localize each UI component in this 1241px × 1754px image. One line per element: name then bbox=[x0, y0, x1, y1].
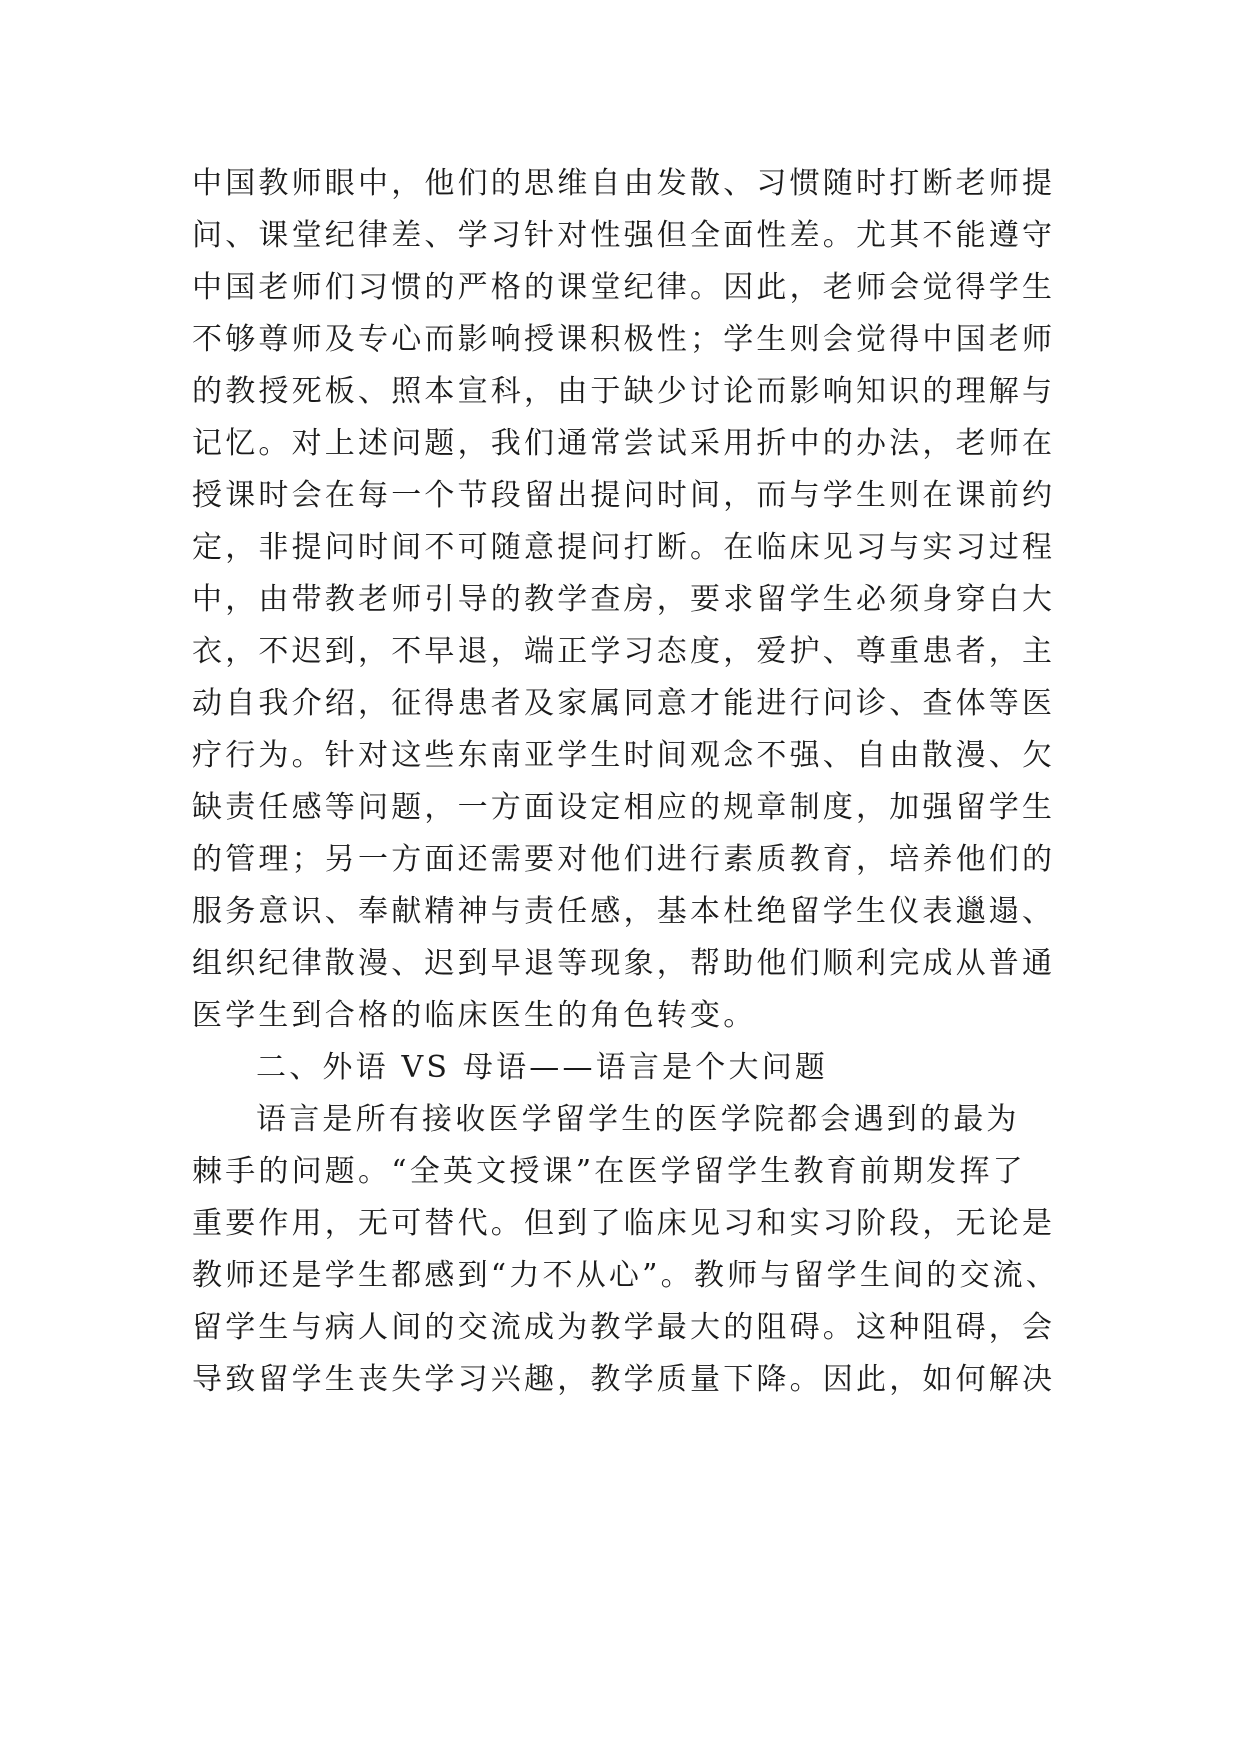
text-line: 问、课堂纪律差、学习针对性强但全面性差。尤其不能遵守 bbox=[192, 218, 1056, 253]
text-line: 医学生到合格的临床医生的角色转变。 bbox=[192, 998, 757, 1033]
text-line: 不够尊师及专心而影响授课积极性；学生则会觉得中国老师 bbox=[192, 322, 1056, 357]
text-line: 的管理；另一方面还需要对他们进行素质教育，培养他们的 bbox=[192, 842, 1056, 877]
text-line: 动自我介绍，征得患者及家属同意才能进行问诊、查体等医 bbox=[192, 686, 1056, 721]
text-line: 组织纪律散漫、迟到早退等现象，帮助他们顺利完成从普通 bbox=[192, 946, 1056, 981]
text-line: 语言是所有接收医学留学生的医学院都会遇到的最为 bbox=[256, 1102, 1020, 1137]
text-line: 缺责任感等问题，一方面设定相应的规章制度，加强留学生 bbox=[192, 790, 1056, 825]
text-line: 重要作用，无可替代。但到了临床见习和实习阶段，无论是 bbox=[192, 1206, 1056, 1241]
text-line: 疗行为。针对这些东南亚学生时间观念不强、自由散漫、欠 bbox=[192, 738, 1056, 773]
text-line: 中，由带教老师引导的教学查房，要求留学生必须身穿白大 bbox=[192, 582, 1056, 617]
text-line: 衣，不迟到，不早退，端正学习态度，爱护、尊重患者，主 bbox=[192, 634, 1056, 669]
text-line: 导致留学生丧失学习兴趣，教学质量下降。因此，如何解决 bbox=[192, 1362, 1056, 1397]
text-line: 中国教师眼中，他们的思维自由发散、习惯随时打断老师提 bbox=[192, 166, 1056, 201]
text-line: 留学生与病人间的交流成为教学最大的阻碍。这种阻碍，会 bbox=[192, 1310, 1056, 1345]
text-line: 服务意识、奉献精神与责任感，基本杜绝留学生仪表邋遢、 bbox=[192, 894, 1056, 929]
text-line: 中国老师们习惯的严格的课堂纪律。因此，老师会觉得学生 bbox=[192, 270, 1056, 305]
text-line: 定，非提问时间不可随意提问打断。在临床见习与实习过程 bbox=[192, 530, 1056, 565]
section-heading: 二、外语 VS 母语——语言是个大问题 bbox=[256, 1050, 829, 1085]
text-line: 教师还是学生都感到“力不从心”。教师与留学生间的交流、 bbox=[192, 1258, 1060, 1293]
text-line: 棘手的问题。“全英文授课”在医学留学生教育前期发挥了 bbox=[192, 1154, 1026, 1189]
text-line: 记忆。对上述问题，我们通常尝试采用折中的办法，老师在 bbox=[192, 426, 1056, 461]
body-text bbox=[192, 158, 1060, 1406]
text-line: 的教授死板、照本宣科，由于缺少讨论而影响知识的理解与 bbox=[192, 374, 1056, 409]
text-line: 授课时会在每一个节段留出提问时间，而与学生则在课前约 bbox=[192, 478, 1056, 513]
